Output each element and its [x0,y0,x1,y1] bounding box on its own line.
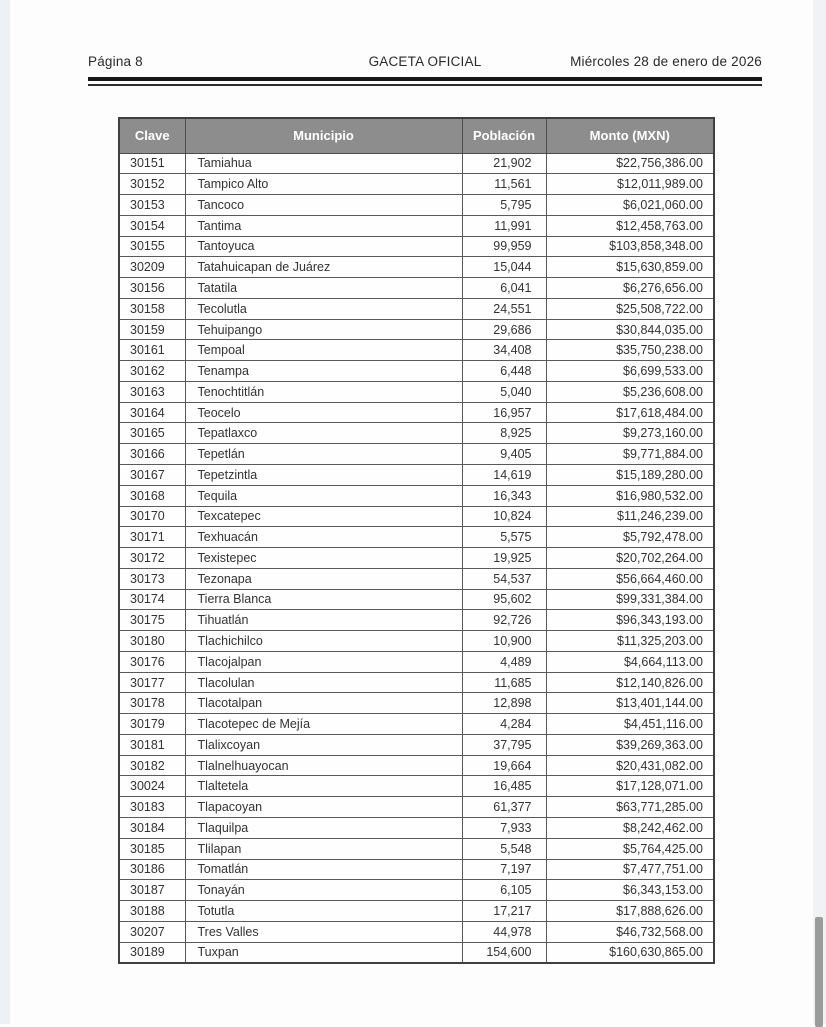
table-row [119,610,714,631]
cell-clave: 30184 [119,818,185,839]
cell-poblacion: 99,959 [462,236,546,257]
cell-municipio: Texhuacán [185,527,462,548]
cell-poblacion: 17,217 [462,901,546,922]
table-row [119,444,714,465]
cell-poblacion: 5,548 [462,838,546,859]
cell-municipio: Tampico Alto [185,174,462,195]
cell-municipio: Tres Valles [185,921,462,942]
table-row [119,548,714,569]
cell-clave: 30186 [119,859,185,880]
table-row [119,755,714,776]
cell-clave: 30207 [119,921,185,942]
header-rule-thin [88,84,762,86]
cell-clave: 30153 [119,195,185,216]
cell-poblacion: 5,795 [462,195,546,216]
table-row [119,527,714,548]
cell-clave: 30182 [119,755,185,776]
table-row [119,298,714,319]
cell-municipio: Totutla [185,901,462,922]
cell-monto: $9,771,884.00 [546,444,714,465]
cell-municipio: Tlacolulan [185,672,462,693]
cell-poblacion: 6,041 [462,278,546,299]
cell-monto: $16,980,532.00 [546,485,714,506]
cell-municipio: Tepatlaxco [185,423,462,444]
scrollbar-thumb[interactable] [815,917,823,1027]
table-row [119,734,714,755]
cell-monto: $17,128,071.00 [546,776,714,797]
cell-monto: $9,273,160.00 [546,423,714,444]
table-row [119,464,714,485]
cell-clave: 30152 [119,174,185,195]
cell-clave: 30172 [119,548,185,569]
cell-clave: 30161 [119,340,185,361]
cell-municipio: Tonayán [185,880,462,901]
cell-poblacion: 11,561 [462,174,546,195]
cell-poblacion: 19,664 [462,755,546,776]
cell-poblacion: 16,485 [462,776,546,797]
table-body [119,153,714,963]
page-number: Página 8 [88,54,143,69]
table-row [119,236,714,257]
municipalities-table-container [118,117,713,964]
cell-poblacion: 10,900 [462,631,546,652]
cell-poblacion: 5,575 [462,527,546,548]
cell-poblacion: 11,991 [462,215,546,236]
cell-municipio: Tlaltetela [185,776,462,797]
table-row [119,921,714,942]
cell-poblacion: 16,343 [462,485,546,506]
cell-municipio: Tezonapa [185,568,462,589]
cell-poblacion: 34,408 [462,340,546,361]
cell-clave: 30158 [119,298,185,319]
cell-municipio: Tihuatlán [185,610,462,631]
cell-monto: $63,771,285.00 [546,797,714,818]
cell-monto: $15,189,280.00 [546,464,714,485]
cell-municipio: Tatahuicapan de Juárez [185,257,462,278]
cell-monto: $6,699,533.00 [546,361,714,382]
cell-clave: 30188 [119,901,185,922]
table-row [119,631,714,652]
cell-municipio: Tantima [185,215,462,236]
cell-clave: 30209 [119,257,185,278]
cell-municipio: Tantoyuca [185,236,462,257]
cell-monto: $4,451,116.00 [546,714,714,735]
cell-clave: 30156 [119,278,185,299]
cell-monto: $5,236,608.00 [546,381,714,402]
cell-clave: 30178 [119,693,185,714]
gazette-title: GACETA OFICIAL [368,54,482,69]
table-row [119,693,714,714]
table-header-row [119,118,714,153]
cell-poblacion: 95,602 [462,589,546,610]
cell-monto: $35,750,238.00 [546,340,714,361]
cell-clave: 30180 [119,631,185,652]
cell-poblacion: 8,925 [462,423,546,444]
cell-clave: 30167 [119,464,185,485]
cell-municipio: Tuxpan [185,942,462,963]
table-row [119,818,714,839]
cell-municipio: Tlacojalpan [185,651,462,672]
cell-clave: 30163 [119,381,185,402]
cell-monto: $103,858,348.00 [546,236,714,257]
cell-poblacion: 15,044 [462,257,546,278]
cell-monto: $7,477,751.00 [546,859,714,880]
cell-municipio: Tlacotalpan [185,693,462,714]
cell-municipio: Tlalixcoyan [185,734,462,755]
cell-monto: $4,664,113.00 [546,651,714,672]
cell-clave: 30181 [119,734,185,755]
cell-poblacion: 16,957 [462,402,546,423]
cell-poblacion: 61,377 [462,797,546,818]
cell-municipio: Tlacotepec de Mejía [185,714,462,735]
cell-poblacion: 29,686 [462,319,546,340]
cell-clave: 30165 [119,423,185,444]
table-row [119,714,714,735]
cell-poblacion: 6,448 [462,361,546,382]
column-header-municipio: Municipio [185,118,462,153]
cell-poblacion: 4,489 [462,651,546,672]
table-row [119,672,714,693]
cell-municipio: Tierra Blanca [185,589,462,610]
cell-municipio: Tlapacoyan [185,797,462,818]
cell-poblacion: 4,284 [462,714,546,735]
cell-monto: $8,242,462.00 [546,818,714,839]
header-date: Miércoles 28 de enero de 2026 [570,54,762,69]
cell-municipio: Texistepec [185,548,462,569]
cell-clave: 30168 [119,485,185,506]
cell-poblacion: 10,824 [462,506,546,527]
cell-monto: $6,276,656.00 [546,278,714,299]
cell-clave: 30154 [119,215,185,236]
cell-poblacion: 54,537 [462,568,546,589]
cell-poblacion: 37,795 [462,734,546,755]
scrollbar-track[interactable] [813,0,826,1024]
cell-monto: $30,844,035.00 [546,319,714,340]
cell-monto: $13,401,144.00 [546,693,714,714]
cell-poblacion: 19,925 [462,548,546,569]
table-row [119,506,714,527]
cell-poblacion: 12,898 [462,693,546,714]
cell-monto: $12,140,826.00 [546,672,714,693]
cell-monto: $20,702,264.00 [546,548,714,569]
cell-monto: $17,888,626.00 [546,901,714,922]
cell-monto: $12,011,989.00 [546,174,714,195]
cell-monto: $22,756,386.00 [546,153,714,174]
cell-municipio: Tecolutla [185,298,462,319]
cell-municipio: Tlalnelhuayocan [185,755,462,776]
cell-poblacion: 154,600 [462,942,546,963]
cell-clave: 30171 [119,527,185,548]
cell-monto: $56,664,460.00 [546,568,714,589]
header-rule-thick [88,77,762,81]
cell-municipio: Tlaquilpa [185,818,462,839]
cell-monto: $11,246,239.00 [546,506,714,527]
column-header-poblacion: Población [462,118,546,153]
cell-monto: $15,630,859.00 [546,257,714,278]
table-row [119,402,714,423]
table-row [119,776,714,797]
cell-monto: $6,021,060.00 [546,195,714,216]
cell-municipio: Tatatila [185,278,462,299]
cell-poblacion: 7,197 [462,859,546,880]
table-row [119,195,714,216]
table-row [119,153,714,174]
cell-municipio: Tepetlán [185,444,462,465]
table-row [119,880,714,901]
column-header-clave: Clave [119,118,185,153]
cell-clave: 30176 [119,651,185,672]
cell-clave: 30177 [119,672,185,693]
cell-municipio: Tehuipango [185,319,462,340]
table-row [119,381,714,402]
cell-monto: $11,325,203.00 [546,631,714,652]
page-left-edge [0,0,10,1024]
table-row [119,589,714,610]
cell-clave: 30173 [119,568,185,589]
cell-poblacion: 9,405 [462,444,546,465]
table-row [119,859,714,880]
cell-clave: 30185 [119,838,185,859]
cell-clave: 30024 [119,776,185,797]
municipalities-table [118,117,715,964]
column-header-monto: Monto (MXN) [546,118,714,153]
cell-clave: 30162 [119,361,185,382]
cell-monto: $20,431,082.00 [546,755,714,776]
cell-clave: 30151 [119,153,185,174]
table-row [119,651,714,672]
cell-monto: $17,618,484.00 [546,402,714,423]
cell-poblacion: 11,685 [462,672,546,693]
cell-monto: $5,764,425.00 [546,838,714,859]
table-row [119,485,714,506]
cell-poblacion: 21,902 [462,153,546,174]
cell-poblacion: 6,105 [462,880,546,901]
cell-monto: $160,630,865.00 [546,942,714,963]
table-row [119,838,714,859]
cell-poblacion: 44,978 [462,921,546,942]
table-row [119,797,714,818]
cell-municipio: Tequila [185,485,462,506]
cell-municipio: Tempoal [185,340,462,361]
cell-municipio: Tamiahua [185,153,462,174]
cell-clave: 30164 [119,402,185,423]
table-row [119,215,714,236]
table-row [119,257,714,278]
cell-clave: 30187 [119,880,185,901]
cell-poblacion: 7,933 [462,818,546,839]
cell-clave: 30174 [119,589,185,610]
cell-municipio: Teocelo [185,402,462,423]
table-row [119,568,714,589]
table-row [119,901,714,922]
table-row [119,361,714,382]
cell-municipio: Tepetzintla [185,464,462,485]
cell-monto: $5,792,478.00 [546,527,714,548]
cell-municipio: Tenochtitlán [185,381,462,402]
cell-clave: 30183 [119,797,185,818]
cell-monto: $6,343,153.00 [546,880,714,901]
cell-monto: $46,732,568.00 [546,921,714,942]
cell-monto: $12,458,763.00 [546,215,714,236]
cell-monto: $99,331,384.00 [546,589,714,610]
cell-municipio: Tancoco [185,195,462,216]
cell-clave: 30170 [119,506,185,527]
cell-poblacion: 24,551 [462,298,546,319]
table-row [119,423,714,444]
table-row [119,340,714,361]
cell-poblacion: 14,619 [462,464,546,485]
cell-clave: 30155 [119,236,185,257]
cell-monto: $39,269,363.00 [546,734,714,755]
document-header [88,54,762,69]
cell-clave: 30159 [119,319,185,340]
cell-clave: 30179 [119,714,185,735]
cell-municipio: Texcatepec [185,506,462,527]
cell-clave: 30189 [119,942,185,963]
cell-municipio: Tenampa [185,361,462,382]
cell-municipio: Tomatlán [185,859,462,880]
table-row [119,942,714,963]
cell-poblacion: 5,040 [462,381,546,402]
table-row [119,319,714,340]
cell-municipio: Tlachichilco [185,631,462,652]
cell-municipio: Tlilapan [185,838,462,859]
table-row [119,174,714,195]
cell-poblacion: 92,726 [462,610,546,631]
table-row [119,278,714,299]
cell-monto: $25,508,722.00 [546,298,714,319]
cell-monto: $96,343,193.00 [546,610,714,631]
cell-clave: 30166 [119,444,185,465]
cell-clave: 30175 [119,610,185,631]
